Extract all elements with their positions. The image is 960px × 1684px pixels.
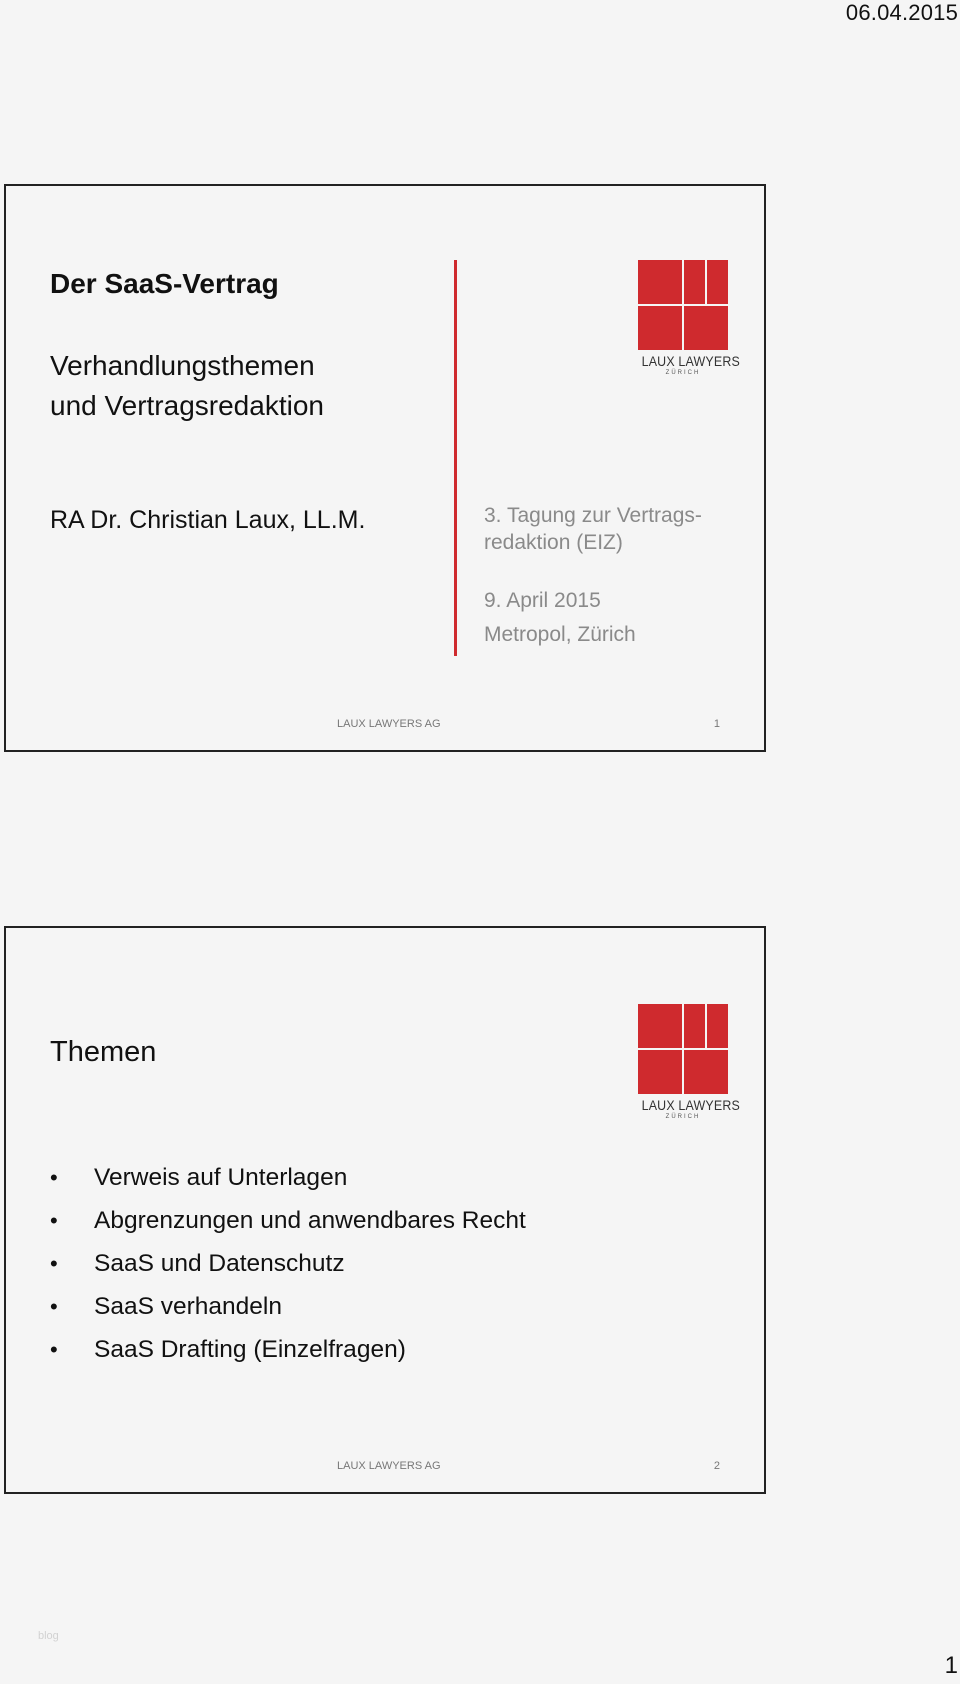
slide-number: 1 bbox=[713, 718, 720, 730]
logo-city: ZÜRICH bbox=[665, 370, 701, 376]
bullet-icon: • bbox=[50, 1251, 58, 1276]
slide-number: 2 bbox=[713, 1460, 720, 1472]
slide-2 bbox=[4, 926, 766, 1494]
slide-title: Der SaaS-Vertrag bbox=[50, 268, 279, 299]
subtitle-line: Verhandlungsthemen bbox=[50, 350, 315, 381]
subtitle-line: und Vertragsredaktion bbox=[50, 390, 324, 421]
list-item bbox=[46, 1242, 526, 1285]
event-line: redaktion (EIZ) bbox=[484, 531, 623, 554]
slide-1 bbox=[4, 184, 766, 752]
footer-company: LAUX LAWYERS AG bbox=[337, 718, 441, 730]
laux-lawyers-logo bbox=[638, 260, 740, 376]
event-line: 3. Tagung zur Vertrags- bbox=[484, 504, 702, 527]
logo-name: LAUX LAWYERS bbox=[641, 1098, 740, 1113]
logo-name: LAUX LAWYERS bbox=[641, 354, 740, 369]
print-date: 06.04.2015 bbox=[845, 0, 958, 25]
laux-lawyers-logo bbox=[638, 1004, 740, 1120]
bullet-icon: • bbox=[50, 1294, 58, 1319]
list-item-text: Verweis auf Unterlagen bbox=[94, 1164, 348, 1191]
logo-mark-icon bbox=[638, 1004, 728, 1094]
event-date: 9. April 2015 bbox=[484, 589, 601, 612]
slide-subtitle bbox=[50, 346, 324, 426]
event-date-location bbox=[484, 584, 636, 652]
slide-footer bbox=[6, 1460, 764, 1474]
author-name: RA Dr. Christian Laux, LL.M. bbox=[50, 506, 366, 534]
footer-company: LAUX LAWYERS AG bbox=[337, 1460, 441, 1472]
list-item-text: SaaS und Datenschutz bbox=[94, 1250, 345, 1277]
list-item-text: SaaS verhandeln bbox=[94, 1293, 282, 1320]
topic-list bbox=[46, 1156, 526, 1371]
event-location: Metropol, Zürich bbox=[484, 623, 636, 646]
list-item-text: SaaS Drafting (Einzelfragen) bbox=[94, 1336, 406, 1363]
list-item bbox=[46, 1156, 526, 1199]
watermark: blog bbox=[38, 1630, 59, 1642]
list-item bbox=[46, 1328, 526, 1371]
list-item bbox=[46, 1285, 526, 1328]
slide-heading: Themen bbox=[50, 1036, 157, 1068]
event-name bbox=[484, 502, 702, 556]
bullet-icon: • bbox=[50, 1165, 58, 1190]
list-item-text: Abgrenzungen und anwendbares Recht bbox=[94, 1207, 526, 1234]
list-item bbox=[46, 1199, 526, 1242]
logo-city: ZÜRICH bbox=[665, 1114, 701, 1120]
page-number: 1 bbox=[944, 1652, 958, 1679]
logo-mark-icon bbox=[638, 260, 728, 350]
red-divider bbox=[454, 260, 457, 656]
bullet-icon: • bbox=[50, 1337, 58, 1362]
slide-footer bbox=[6, 718, 764, 732]
bullet-icon: • bbox=[50, 1208, 58, 1233]
